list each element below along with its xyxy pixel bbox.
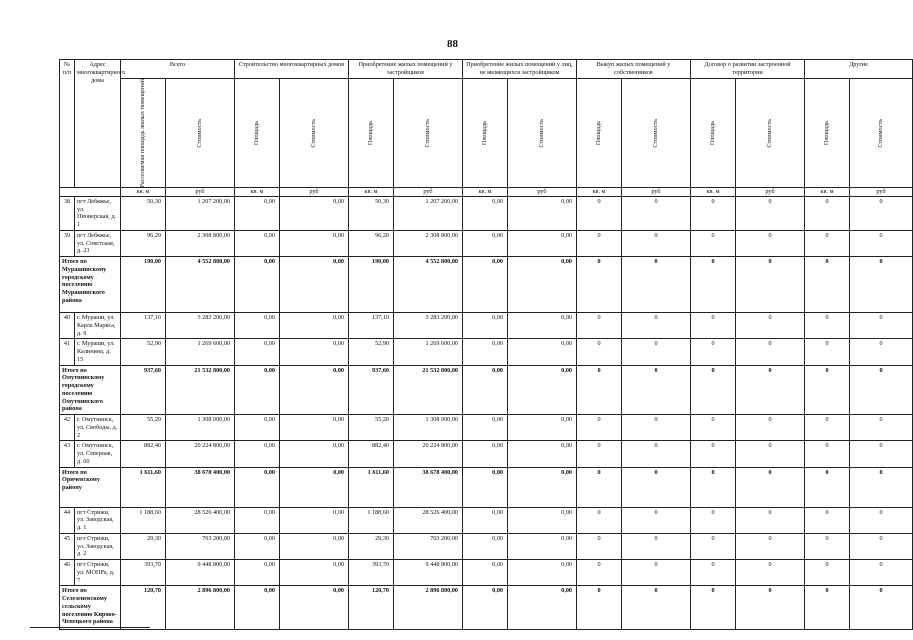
subtotal-row xyxy=(60,257,913,313)
subheader-label: Стоимость xyxy=(424,118,432,148)
row-number: 42 xyxy=(60,415,75,441)
value-cell: 0,00 xyxy=(280,230,349,256)
unit-cell: кв. м xyxy=(121,188,166,197)
value-cell: 2 308 800,00 xyxy=(394,230,463,256)
value-cell: 0,00 xyxy=(463,415,508,441)
unit-cell: кв. м xyxy=(577,188,622,197)
header-num: № п/п xyxy=(60,60,75,188)
value-cell: 21 532 800,00 xyxy=(166,365,235,415)
subheader-label: Стоимость xyxy=(652,118,660,148)
value-cell: 0 xyxy=(622,257,691,313)
unit-cell: кв. м xyxy=(691,188,736,197)
header-group-purchase-developers: Приобретение жилых помещений у застройщиков xyxy=(349,60,463,79)
value-cell: 0,00 xyxy=(463,257,508,313)
row-number: 40 xyxy=(60,313,75,339)
subheader-label: Расселяемая площадь жилых помещений xyxy=(139,78,147,188)
value-cell: 0,00 xyxy=(235,467,280,507)
value-cell: 0 xyxy=(691,441,736,467)
value-cell: 703 200,00 xyxy=(394,533,463,559)
value-cell: 1 188,60 xyxy=(121,507,166,533)
subheader-cell xyxy=(121,78,166,188)
table-body xyxy=(60,196,913,630)
value-cell: 0 xyxy=(805,257,850,313)
value-cell: 96,20 xyxy=(121,230,166,256)
value-cell: 190,00 xyxy=(349,257,394,313)
value-cell: 0 xyxy=(805,467,850,507)
value-cell: 0 xyxy=(850,339,913,365)
value-cell: 882,40 xyxy=(349,441,394,467)
address-cell: г. Мураши, ул. Калинина, д. 15 xyxy=(75,339,121,365)
value-cell: 393,70 xyxy=(121,560,166,586)
value-cell: 0 xyxy=(850,230,913,256)
value-cell: 0,00 xyxy=(508,257,577,313)
value-cell: 1 308 000,00 xyxy=(166,415,235,441)
value-cell: 0 xyxy=(736,313,805,339)
value-cell: 0,00 xyxy=(235,441,280,467)
row-number: 39 xyxy=(60,230,75,256)
subheader-label: Стоимость xyxy=(196,118,204,148)
address-cell: г. Омутнинск, ул. Свободы, д. 2 xyxy=(75,415,121,441)
value-cell: 0 xyxy=(805,586,850,630)
value-cell: 0 xyxy=(577,533,622,559)
value-cell: 0,00 xyxy=(280,365,349,415)
value-cell: 1 611,60 xyxy=(121,467,166,507)
value-cell: 0,00 xyxy=(508,533,577,559)
subtotal-label: Итого по Селезеневскому сельскому поселению Кирово-Чепецкого района xyxy=(60,586,121,630)
value-cell: 0 xyxy=(736,533,805,559)
value-cell: 0 xyxy=(736,339,805,365)
address-cell: пгт Стрижи, ул. МОПРа, д. 7 xyxy=(75,560,121,586)
value-cell: 0 xyxy=(850,196,913,230)
value-cell: 3 283 200,00 xyxy=(166,313,235,339)
table-row xyxy=(60,339,913,365)
subheader-cell xyxy=(508,78,577,188)
value-cell: 0 xyxy=(622,196,691,230)
row-number: 43 xyxy=(60,441,75,467)
value-cell: 0 xyxy=(691,313,736,339)
value-cell: 0 xyxy=(577,339,622,365)
resettlement-table xyxy=(59,59,913,630)
subheader-cell xyxy=(805,78,850,188)
value-cell: 0 xyxy=(691,230,736,256)
row-number: 45 xyxy=(60,533,75,559)
value-cell: 0,00 xyxy=(235,533,280,559)
value-cell: 0 xyxy=(691,339,736,365)
subtotal-label: Итого по Мурашинскому городскому поселению Мурашинского района xyxy=(60,257,121,313)
value-cell: 2 308 800,00 xyxy=(166,230,235,256)
value-cell: 0 xyxy=(691,533,736,559)
value-cell: 52,90 xyxy=(121,339,166,365)
address-cell: пгт Лебяжье, ул. Пионерская, д. 1 xyxy=(75,196,121,230)
value-cell: 0,00 xyxy=(463,313,508,339)
value-cell: 0,00 xyxy=(280,507,349,533)
value-cell: 0 xyxy=(622,339,691,365)
value-cell: 703 200,00 xyxy=(166,533,235,559)
value-cell: 0,00 xyxy=(280,313,349,339)
value-cell: 9 448 800,00 xyxy=(166,560,235,586)
value-cell: 0,00 xyxy=(508,365,577,415)
value-cell: 0 xyxy=(622,230,691,256)
unit-cell: руб xyxy=(850,188,913,197)
value-cell: 0 xyxy=(736,257,805,313)
value-cell: 0 xyxy=(691,257,736,313)
subtotal-row xyxy=(60,586,913,630)
value-cell: 0 xyxy=(622,313,691,339)
value-cell: 1 308 000,00 xyxy=(394,415,463,441)
unit-cell: кв. м xyxy=(463,188,508,197)
value-cell: 0 xyxy=(805,339,850,365)
value-cell: 0 xyxy=(805,441,850,467)
value-cell: 0,00 xyxy=(463,365,508,415)
value-cell: 0,00 xyxy=(508,230,577,256)
value-cell: 0,00 xyxy=(235,339,280,365)
header-subcolumns xyxy=(60,78,913,188)
subheader-cell xyxy=(736,78,805,188)
value-cell: 2 896 800,00 xyxy=(394,586,463,630)
value-cell: 0 xyxy=(691,467,736,507)
value-cell: 0,00 xyxy=(508,507,577,533)
value-cell: 0 xyxy=(691,415,736,441)
subheader-label: Площадь xyxy=(367,120,375,145)
units-blank xyxy=(60,188,121,197)
value-cell: 4 552 800,00 xyxy=(166,257,235,313)
value-cell: 9 448 800,00 xyxy=(394,560,463,586)
value-cell: 137,10 xyxy=(349,313,394,339)
value-cell: 96,20 xyxy=(349,230,394,256)
value-cell: 0 xyxy=(736,230,805,256)
value-cell: 0,00 xyxy=(508,313,577,339)
subheader-label: Стоимость xyxy=(877,118,885,148)
value-cell: 0 xyxy=(577,196,622,230)
value-cell: 0 xyxy=(622,365,691,415)
subheader-cell xyxy=(622,78,691,188)
unit-cell: руб xyxy=(166,188,235,197)
value-cell: 0,00 xyxy=(508,560,577,586)
unit-cell: руб xyxy=(280,188,349,197)
value-cell: 50,30 xyxy=(121,196,166,230)
header-units xyxy=(60,188,913,197)
table-row xyxy=(60,196,913,230)
value-cell: 20 224 800,00 xyxy=(166,441,235,467)
value-cell: 0 xyxy=(577,365,622,415)
value-cell: 55,20 xyxy=(121,415,166,441)
unit-cell: кв. м xyxy=(235,188,280,197)
subheader-cell xyxy=(691,78,736,188)
value-cell: 0,00 xyxy=(280,586,349,630)
page-number: 88 xyxy=(447,38,458,50)
value-cell: 0 xyxy=(805,313,850,339)
footnote-rule xyxy=(30,627,150,628)
value-cell: 0,00 xyxy=(280,560,349,586)
value-cell: 0 xyxy=(622,441,691,467)
address-cell: г. Мураши, ул. Карла Маркса, д. 9 xyxy=(75,313,121,339)
value-cell: 0 xyxy=(736,467,805,507)
value-cell: 0,00 xyxy=(508,467,577,507)
value-cell: 28 526 400,00 xyxy=(394,507,463,533)
value-cell: 0 xyxy=(850,467,913,507)
address-cell: пгт Стрижи, ул. Заводская, д. 2 xyxy=(75,533,121,559)
subtotal-label: Итого по Оричевскому району xyxy=(60,467,121,507)
unit-cell: руб xyxy=(622,188,691,197)
value-cell: 0 xyxy=(622,467,691,507)
value-cell: 0,00 xyxy=(235,365,280,415)
value-cell: 0 xyxy=(577,257,622,313)
subheader-cell xyxy=(394,78,463,188)
value-cell: 0,00 xyxy=(280,415,349,441)
header-group-development-contract: Договор о развитии застроенной территории xyxy=(691,60,805,79)
table-row xyxy=(60,560,913,586)
subtotal-row xyxy=(60,467,913,507)
value-cell: 0 xyxy=(805,230,850,256)
row-number: 38 xyxy=(60,196,75,230)
value-cell: 0 xyxy=(805,365,850,415)
value-cell: 0,00 xyxy=(280,339,349,365)
subheader-label: Площадь xyxy=(823,120,831,145)
subheader-cell xyxy=(850,78,913,188)
value-cell: 0 xyxy=(622,507,691,533)
value-cell: 0,00 xyxy=(280,467,349,507)
value-cell: 0 xyxy=(736,507,805,533)
value-cell: 0,00 xyxy=(463,560,508,586)
value-cell: 0 xyxy=(577,230,622,256)
header-address: Адрес многоквартирного дома xyxy=(75,60,121,188)
table-row xyxy=(60,313,913,339)
header-group-purchase-non-developers: Приобретение жилых помещений у лиц, не являющихся застройщиком xyxy=(463,60,577,79)
value-cell: 0 xyxy=(736,560,805,586)
subheader-cell xyxy=(235,78,280,188)
value-cell: 0,00 xyxy=(280,257,349,313)
value-cell: 1 207 200,00 xyxy=(166,196,235,230)
value-cell: 0 xyxy=(622,560,691,586)
value-cell: 3 283 200,00 xyxy=(394,313,463,339)
subheader-cell xyxy=(166,78,235,188)
subheader-label: Площадь xyxy=(253,120,261,145)
value-cell: 1 269 600,00 xyxy=(394,339,463,365)
value-cell: 937,60 xyxy=(121,365,166,415)
value-cell: 1 269 600,00 xyxy=(166,339,235,365)
value-cell: 393,70 xyxy=(349,560,394,586)
table-row xyxy=(60,415,913,441)
value-cell: 0,00 xyxy=(280,196,349,230)
value-cell: 29,30 xyxy=(121,533,166,559)
value-cell: 0 xyxy=(691,586,736,630)
value-cell: 4 552 800,00 xyxy=(394,257,463,313)
value-cell: 190,00 xyxy=(121,257,166,313)
value-cell: 0,00 xyxy=(235,313,280,339)
value-cell: 0 xyxy=(691,365,736,415)
value-cell: 0 xyxy=(622,586,691,630)
table-row xyxy=(60,230,913,256)
value-cell: 0,00 xyxy=(508,441,577,467)
header-group-total: Всего xyxy=(121,60,235,79)
subheader-label: Площадь xyxy=(481,120,489,145)
value-cell: 0,00 xyxy=(463,339,508,365)
value-cell: 0 xyxy=(691,196,736,230)
table-header xyxy=(60,60,913,197)
value-cell: 0 xyxy=(805,196,850,230)
value-cell: 0,00 xyxy=(280,533,349,559)
value-cell: 0 xyxy=(850,365,913,415)
value-cell: 0,00 xyxy=(235,586,280,630)
value-cell: 937,60 xyxy=(349,365,394,415)
table-row xyxy=(60,533,913,559)
value-cell: 0,00 xyxy=(463,533,508,559)
value-cell: 2 896 800,00 xyxy=(166,586,235,630)
value-cell: 0,00 xyxy=(508,415,577,441)
value-cell: 20 224 800,00 xyxy=(394,441,463,467)
value-cell: 0,00 xyxy=(508,196,577,230)
row-number: 41 xyxy=(60,339,75,365)
value-cell: 0,00 xyxy=(463,441,508,467)
row-number: 44 xyxy=(60,507,75,533)
value-cell: 0,00 xyxy=(463,507,508,533)
value-cell: 137,10 xyxy=(121,313,166,339)
subheader-label: Стоимость xyxy=(538,118,546,148)
value-cell: 0 xyxy=(577,507,622,533)
value-cell: 0 xyxy=(850,533,913,559)
row-number: 46 xyxy=(60,560,75,586)
value-cell: 0 xyxy=(622,533,691,559)
value-cell: 1 188,60 xyxy=(349,507,394,533)
subheader-label: Площадь xyxy=(595,120,603,145)
value-cell: 0,00 xyxy=(463,196,508,230)
value-cell: 0 xyxy=(850,507,913,533)
value-cell: 52,90 xyxy=(349,339,394,365)
value-cell: 0 xyxy=(577,586,622,630)
value-cell: 0 xyxy=(736,415,805,441)
value-cell: 0,00 xyxy=(280,441,349,467)
value-cell: 38 678 400,00 xyxy=(394,467,463,507)
subheader-cell xyxy=(280,78,349,188)
value-cell: 1 207 200,00 xyxy=(394,196,463,230)
address-cell: пгт Лебяжье, ул. Советская, д. 23 xyxy=(75,230,121,256)
value-cell: 0 xyxy=(691,560,736,586)
value-cell: 882,40 xyxy=(121,441,166,467)
value-cell: 0 xyxy=(736,586,805,630)
value-cell: 0 xyxy=(850,313,913,339)
address-cell: г. Омутнинск, ул. Северная, д. 60 xyxy=(75,441,121,467)
value-cell: 0,00 xyxy=(235,196,280,230)
header-group-other: Другие xyxy=(805,60,913,79)
value-cell: 29,30 xyxy=(349,533,394,559)
value-cell: 0 xyxy=(850,560,913,586)
address-cell: пгт Стрижи, ул. Заводская, д. 1 xyxy=(75,507,121,533)
value-cell: 0 xyxy=(805,415,850,441)
value-cell: 0 xyxy=(736,196,805,230)
value-cell: 0 xyxy=(850,586,913,630)
unit-cell: кв. м xyxy=(349,188,394,197)
value-cell: 0 xyxy=(577,560,622,586)
value-cell: 0 xyxy=(577,313,622,339)
subheader-label: Площадь xyxy=(709,120,717,145)
subheader-label: Стоимость xyxy=(766,118,774,148)
value-cell: 0 xyxy=(850,415,913,441)
value-cell: 38 678 400,00 xyxy=(166,467,235,507)
unit-cell: руб xyxy=(736,188,805,197)
value-cell: 0 xyxy=(805,560,850,586)
value-cell: 1 611,60 xyxy=(349,467,394,507)
value-cell: 21 532 800,00 xyxy=(394,365,463,415)
header-group-buyout: Выкуп жилых помещений у собственников xyxy=(577,60,691,79)
value-cell: 0,00 xyxy=(508,339,577,365)
value-cell: 0,00 xyxy=(235,560,280,586)
value-cell: 0 xyxy=(622,415,691,441)
value-cell: 0 xyxy=(577,441,622,467)
value-cell: 0,00 xyxy=(235,257,280,313)
value-cell: 0,00 xyxy=(508,586,577,630)
unit-cell: кв. м xyxy=(805,188,850,197)
subheader-cell xyxy=(463,78,508,188)
subtotal-row xyxy=(60,365,913,415)
value-cell: 0,00 xyxy=(463,230,508,256)
value-cell: 0 xyxy=(736,441,805,467)
value-cell: 0 xyxy=(850,257,913,313)
subheader-cell xyxy=(349,78,394,188)
subheader-label: Стоимость xyxy=(310,118,318,148)
value-cell: 50,30 xyxy=(349,196,394,230)
value-cell: 28 526 400,00 xyxy=(166,507,235,533)
header-group-construction: Строительство многоквартирных домов xyxy=(235,60,349,79)
value-cell: 0,00 xyxy=(463,586,508,630)
value-cell: 0,00 xyxy=(235,230,280,256)
table-row xyxy=(60,441,913,467)
value-cell: 120,70 xyxy=(349,586,394,630)
table-row xyxy=(60,507,913,533)
value-cell: 0 xyxy=(577,467,622,507)
value-cell: 0,00 xyxy=(235,415,280,441)
value-cell: 0 xyxy=(805,533,850,559)
value-cell: 0,00 xyxy=(463,467,508,507)
value-cell: 0 xyxy=(850,441,913,467)
value-cell: 0 xyxy=(736,365,805,415)
value-cell: 120,70 xyxy=(121,586,166,630)
value-cell: 0 xyxy=(577,415,622,441)
subtotal-label: Итого по Омутнинскому городскому поселению Омутнинского района xyxy=(60,365,121,415)
value-cell: 0,00 xyxy=(235,507,280,533)
value-cell: 0 xyxy=(691,507,736,533)
subheader-cell xyxy=(577,78,622,188)
unit-cell: руб xyxy=(394,188,463,197)
value-cell: 55,20 xyxy=(349,415,394,441)
unit-cell: руб xyxy=(508,188,577,197)
value-cell: 0 xyxy=(805,507,850,533)
